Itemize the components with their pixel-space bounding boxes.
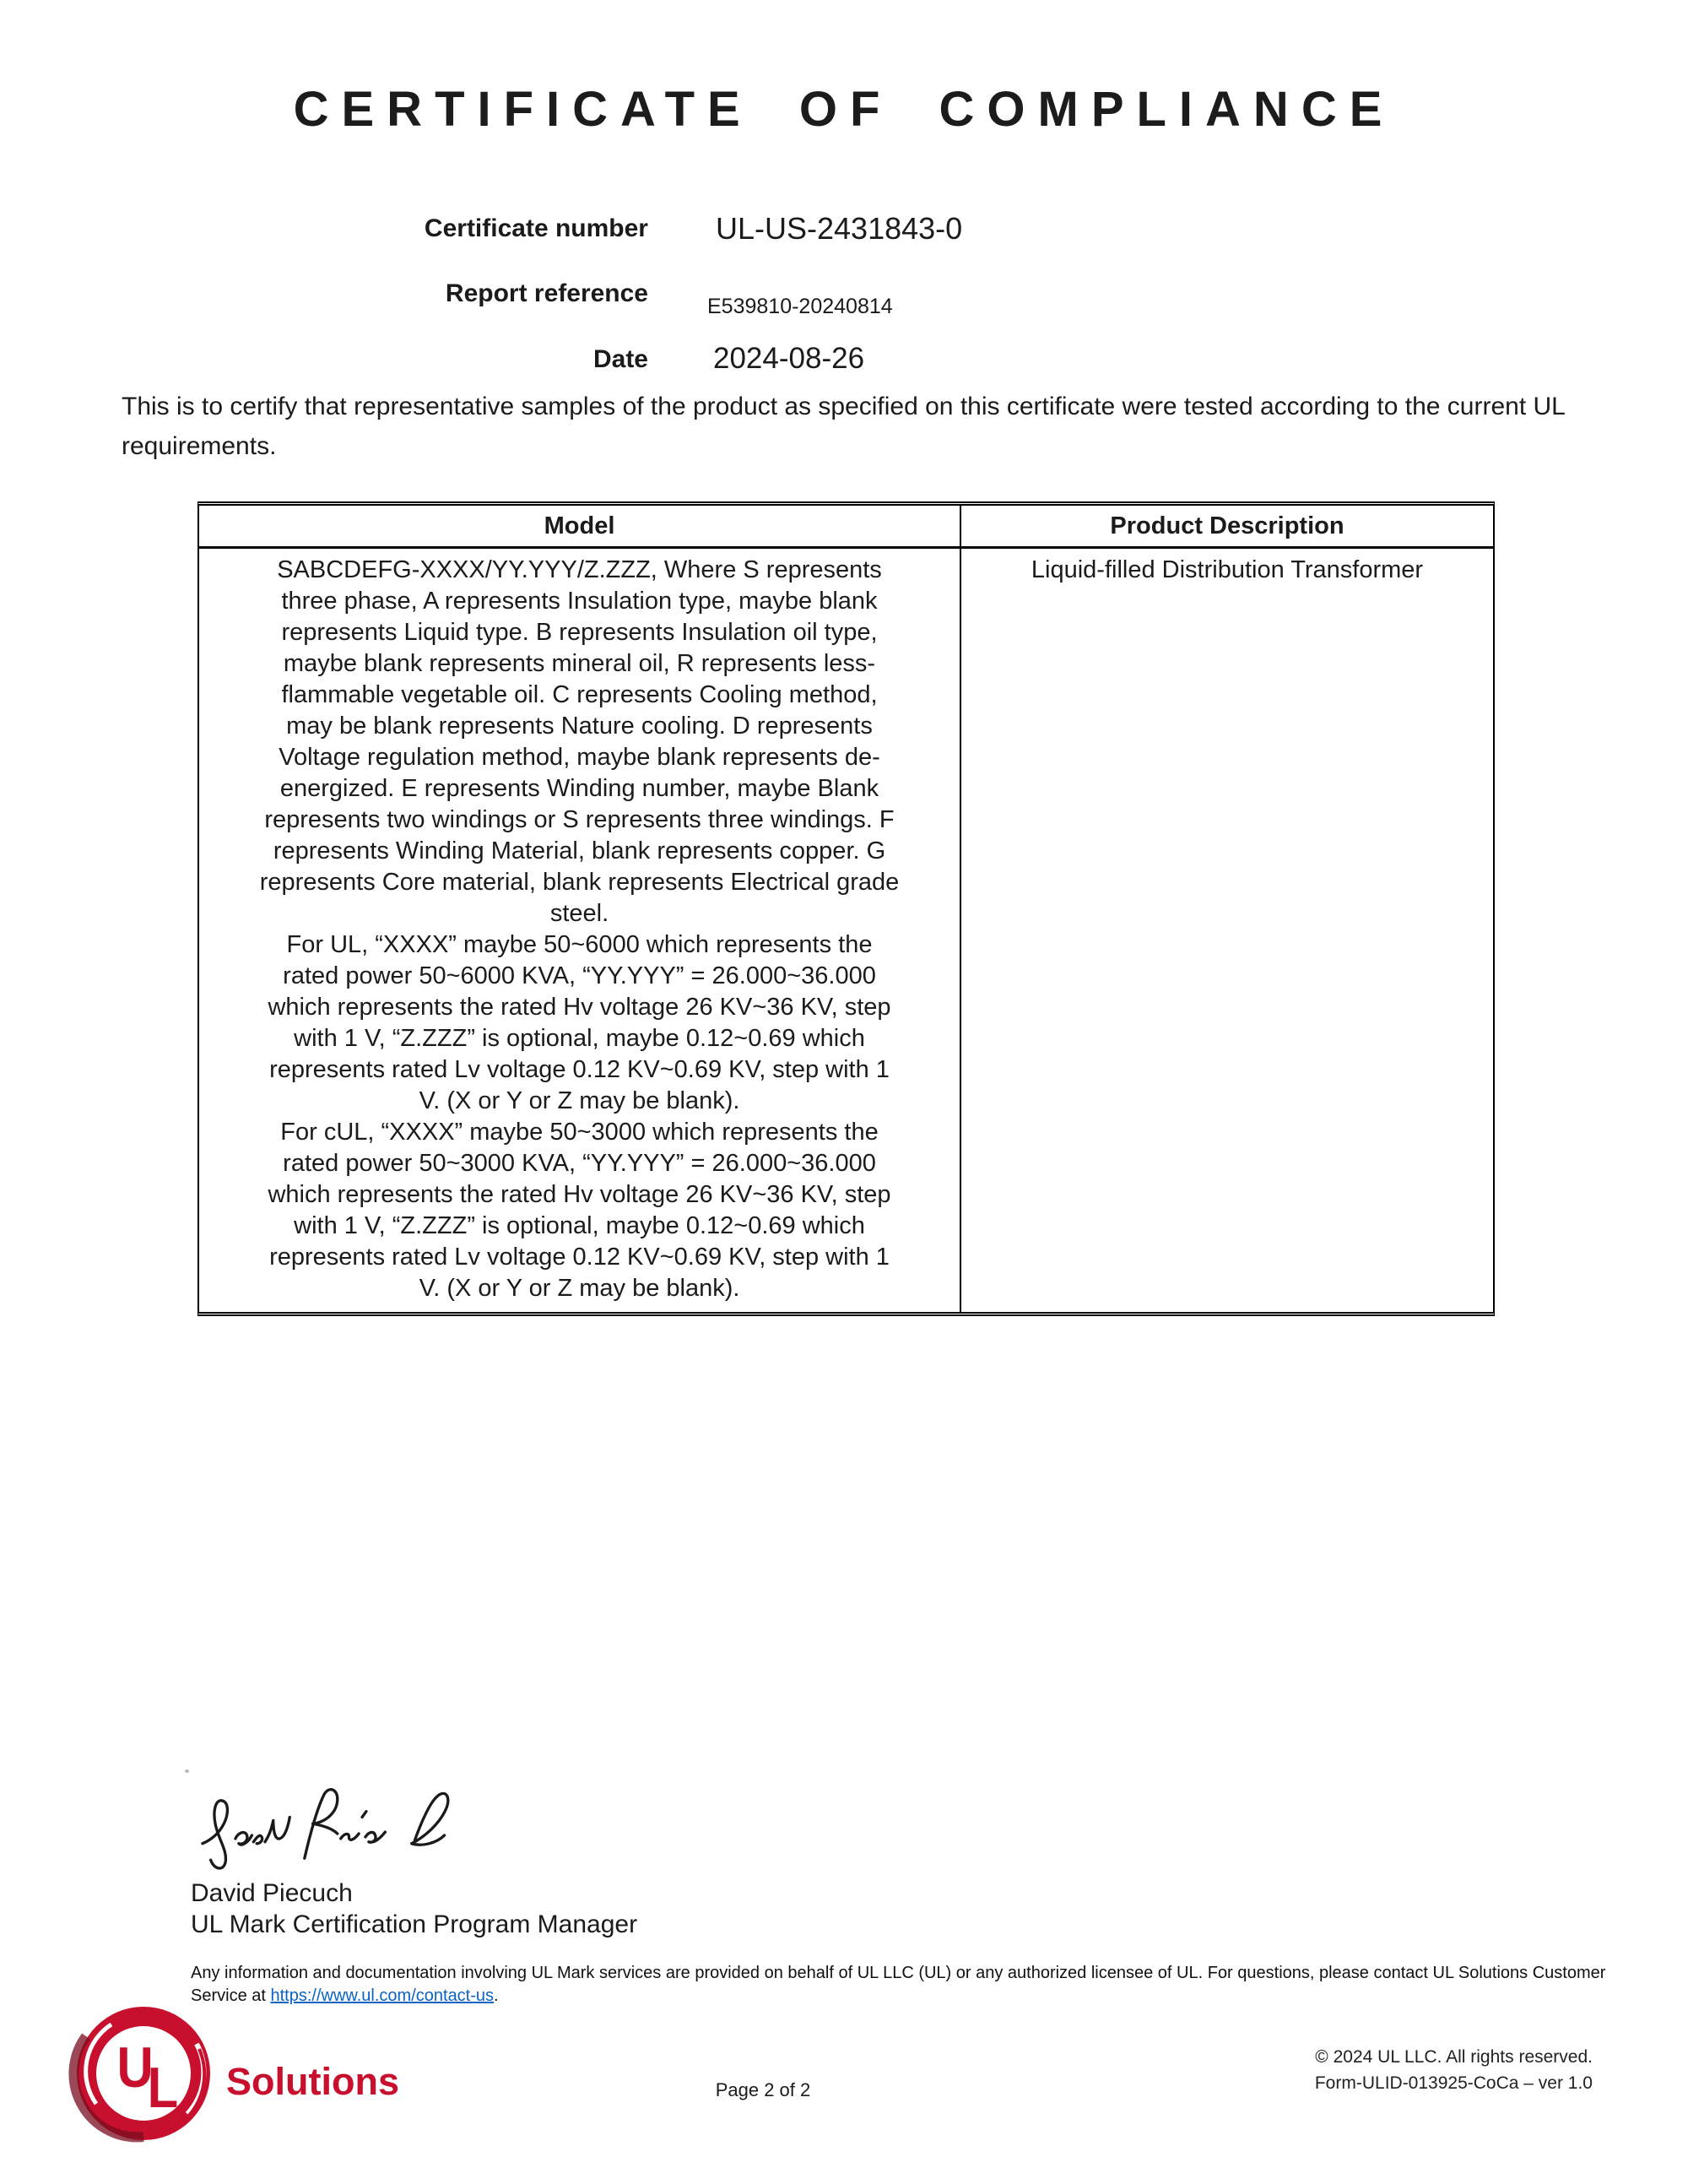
ul-solutions-logo [52, 2002, 230, 2180]
disclaimer-before-link: Any information and documentation involving UL Mark services are provided on behalf of UL LLC (UL) or any authorized licensee of UL. For questions, please contact UL Solutions Customer Service at [191, 1964, 1606, 2005]
contact-us-link[interactable]: https://www.ul.com/contact-us [270, 1986, 495, 2005]
copyright-notice: © 2024 UL LLC. All rights reserved. [1315, 2047, 1593, 2067]
model-cell-line: represents Core material, blank represents Electrical grade [259, 869, 900, 896]
scan-speck [185, 1769, 189, 1773]
certificate-number-value: UL-US-2431843-0 [716, 211, 963, 246]
model-cell-line: represents rated Lv voltage 0.12 KV~0.69 KV, step with 1 [269, 1056, 890, 1083]
model-cell-line: with 1 V, “Z.ZZZ” is optional, maybe 0.12~0.69 which [294, 1212, 865, 1239]
model-cell-line: represents two windings or S represents three windings. F [264, 806, 895, 833]
model-cell [199, 549, 961, 1312]
model-cell-line: may be blank represents Nature cooling. D represents [286, 713, 873, 740]
signature-image [199, 1786, 463, 1881]
certification-statement: This is to certify that representative samples of the product as specified on this certificate were tested according to the current UL requirements. [122, 393, 1565, 460]
model-cell-line: maybe blank represents mineral oil, R represents less- [283, 650, 876, 677]
report-reference-value: E539810-20240814 [707, 295, 893, 318]
model-cell-line: flammable vegetable oil. C represents Cooling method, [281, 681, 878, 708]
model-column-header: Model [199, 506, 961, 546]
model-cell-line: Voltage regulation method, maybe blank represents de- [279, 744, 880, 771]
date-value: 2024-08-26 [713, 342, 865, 375]
model-cell-line: with 1 V, “Z.ZZZ” is optional, maybe 0.12~0.69 which [294, 1025, 865, 1052]
model-cell-line: which represents the rated Hv voltage 26 KV~36 KV, step [268, 994, 891, 1021]
ul-solutions-wordmark: Solutions [226, 2060, 399, 2103]
disclaimer-text [191, 1962, 1614, 2008]
certificate-number-label: Certificate number [424, 214, 648, 242]
model-cell-line: SABCDEFG-XXXX/YY.YYY/Z.ZZZ, Where S represents [277, 556, 882, 583]
model-cell-line: three phase, A represents Insulation type, maybe blank [281, 588, 878, 615]
page-number: Page 2 of 2 [715, 2079, 811, 2100]
product-table-row [199, 549, 1493, 1312]
model-cell-line: V. (X or Y or Z may be blank). [419, 1087, 740, 1114]
product-table-header [199, 506, 1493, 549]
model-cell-line: rated power 50~6000 KVA, “YY.YYY” = 26.000~36.000 [283, 962, 876, 989]
date-label: Date [592, 345, 648, 373]
disclaimer-after-link: . [494, 1986, 499, 2005]
report-reference-label: Report reference [445, 279, 648, 307]
form-reference: Form-ULID-013925-CoCa – ver 1.0 [1314, 2073, 1593, 2093]
product-description-cell: Liquid-filled Distribution Transformer [1031, 556, 1424, 583]
model-cell-line: represents rated Lv voltage 0.12 KV~0.69 KV, step with 1 [269, 1244, 890, 1271]
signatory-title: UL Mark Certification Program Manager [191, 1910, 638, 1938]
model-cell-line: represents Liquid type. B represents Insulation oil type, [281, 619, 878, 646]
model-cell-line: which represents the rated Hv voltage 26 KV~36 KV, step [268, 1181, 891, 1208]
model-cell-line: V. (X or Y or Z may be blank). [419, 1275, 740, 1302]
page-title: CERTIFICATE OF COMPLIANCE [293, 82, 1395, 137]
logo-letter-u: U [116, 2035, 154, 2100]
model-cell-line: represents Winding Material, blank represents copper. G [273, 837, 886, 864]
signatory-name: David Piecuch [191, 1879, 353, 1907]
product-table [197, 501, 1495, 1316]
product-description-column-header: Product Description [1110, 512, 1344, 539]
model-cell-line: rated power 50~3000 KVA, “YY.YYY” = 26.000~36.000 [283, 1150, 876, 1177]
model-cell-line: For cUL, “XXXX” maybe 50~3000 which represents the [280, 1119, 879, 1146]
footer-legal [1315, 2044, 1593, 2096]
model-cell-line: steel. [549, 900, 609, 927]
logo-letter-l: L [147, 2055, 179, 2120]
model-cell-line: energized. E represents Winding number, maybe Blank [279, 775, 879, 802]
model-cell-line: For UL, “XXXX” maybe 50~6000 which represents the [286, 931, 873, 958]
